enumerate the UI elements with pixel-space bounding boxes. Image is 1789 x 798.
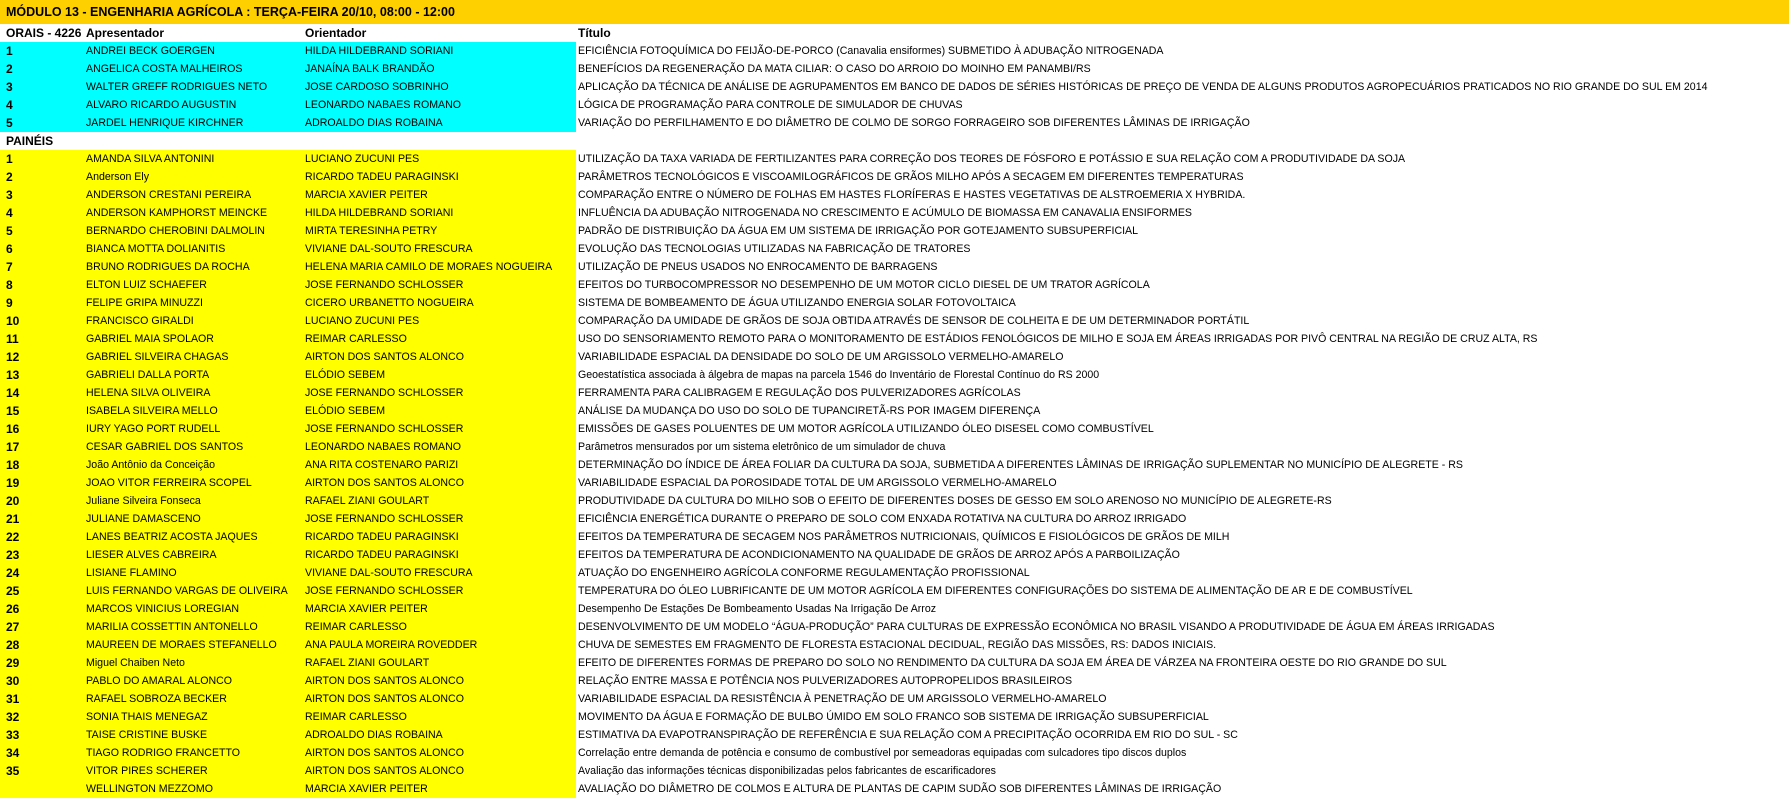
cell-presenter[interactable]: ANDERSON CRESTANI PEREIRA xyxy=(86,189,252,201)
cell-presenter[interactable]: AMANDA SILVA ANTONINI xyxy=(86,153,215,165)
cell-presenter[interactable]: ISABELA SILVEIRA MELLO xyxy=(86,405,218,417)
table-row xyxy=(0,60,1789,78)
cell-number[interactable]: 23 xyxy=(6,548,20,562)
cell-number[interactable]: 26 xyxy=(6,602,20,616)
cell-title[interactable]: VARIAÇÃO DO PERFILHAMENTO E DO DIÂMETRO DE COLMO DE SORGO FORRAGEIRO SOB DIFERENTES LÂMINAS DE IRRIGAÇÃO xyxy=(578,117,1250,129)
cell-title[interactable]: ESTIMATIVA DA EVAPOTRANSPIRAÇÃO DE REFERÊNCIA E SUA RELAÇÃO COM A PRECIPITAÇÃO OCORRIDA EM RIO DO SUL - SC xyxy=(578,729,1238,741)
cell-title[interactable]: SISTEMA DE BOMBEAMENTO DE ÁGUA UTILIZANDO ENERGIA SOLAR FOTOVOLTAICA xyxy=(578,297,1016,309)
cell-presenter[interactable]: TIAGO RODRIGO FRANCETTO xyxy=(86,747,241,759)
table-row xyxy=(0,744,1789,762)
cell-presenter[interactable]: JULIANE DAMASCENO xyxy=(86,513,201,525)
cell-advisor[interactable]: MIRTA TERESINHA PETRY xyxy=(305,225,438,237)
cell-number[interactable]: 24 xyxy=(6,566,20,580)
cell-advisor[interactable]: MARCIA XAVIER PEITER xyxy=(305,603,428,615)
cell-advisor[interactable]: JANAÍNA BALK BRANDÃO xyxy=(305,63,435,75)
table-row xyxy=(0,438,1789,456)
cell-advisor[interactable]: JOSE CARDOSO SOBRINHO xyxy=(305,81,449,93)
cell-advisor[interactable]: AIRTON DOS SANTOS ALONCO xyxy=(305,675,464,687)
cell-advisor[interactable]: VIVIANE DAL-SOUTO FRESCURA xyxy=(305,567,473,579)
cell-number[interactable]: 28 xyxy=(6,638,20,652)
table-row xyxy=(0,510,1789,528)
table-row xyxy=(0,636,1789,654)
cell-number[interactable]: 33 xyxy=(6,728,20,742)
cell-advisor[interactable]: REIMAR CARLESSO xyxy=(305,711,407,723)
cell-presenter[interactable]: Juliane Silveira Fonseca xyxy=(86,495,201,507)
cell-title[interactable]: LÓGICA DE PROGRAMAÇÃO PARA CONTROLE DE SIMULADOR DE CHUVAS xyxy=(578,99,963,111)
cell-presenter[interactable]: ANDERSON KAMPHORST MEINCKE xyxy=(86,207,268,219)
cell-number[interactable]: 15 xyxy=(6,404,20,418)
cell-title[interactable]: EFEITOS DA TEMPERATURA DE SECAGEM NOS PARÂMETROS NUTRICIONAIS, QUÍMICOS E FISIOLÓGICOS DE GRÃOS DE MILH xyxy=(578,531,1230,543)
cell-presenter[interactable]: IURY YAGO PORT RUDELL xyxy=(86,423,221,435)
cell-title[interactable]: CHUVA DE SEMESTES EM FRAGMENTO DE FLORESTA ESTACIONAL DECIDUAL, REGIÃO DAS MISSÕES, RS: DADOS INICIAIS. xyxy=(578,639,1217,651)
cell-advisor[interactable]: CICERO URBANETTO NOGUEIRA xyxy=(305,297,474,309)
table-row xyxy=(0,420,1789,438)
cell-advisor[interactable]: RICARDO TADEU PARAGINSKI xyxy=(305,531,459,543)
cell-advisor[interactable]: ADROALDO DIAS ROBAINA xyxy=(305,729,443,741)
cell-title[interactable]: EFEITO DE DIFERENTES FORMAS DE PREPARO DO SOLO NO RENDIMENTO DA CULTURA DA SOJA EM ÁREA DE VÁRZEA NA FRONTEIRA OESTE DO RIO GRANDE DO SUL xyxy=(578,657,1447,669)
table-row xyxy=(0,312,1789,330)
cell-advisor[interactable]: AIRTON DOS SANTOS ALONCO xyxy=(305,693,464,705)
cell-presenter[interactable]: HELENA SILVA OLIVEIRA xyxy=(86,387,211,399)
cell-number[interactable]: 6 xyxy=(6,242,13,256)
cell-number[interactable]: 2 xyxy=(6,170,13,184)
cell-presenter[interactable]: ELTON LUIZ SCHAEFER xyxy=(86,279,207,291)
table-row xyxy=(0,366,1789,384)
table-row xyxy=(0,690,1789,708)
cell-number[interactable]: 27 xyxy=(6,620,20,634)
cell-advisor[interactable]: JOSE FERNANDO SCHLOSSER xyxy=(305,279,464,291)
cell-title[interactable]: BENEFÍCIOS DA REGENERAÇÃO DA MATA CILIAR: O CASO DO ARROIO DO MOINHO EM PANAMBI/RS xyxy=(578,63,1091,75)
cell-title[interactable]: UTILIZAÇÃO DA TAXA VARIADA DE FERTILIZANTES PARA CORREÇÃO DOS TEORES DE FÓSFORO E POTÁSSIO E SUA RELAÇÃO COM A PRODUTIVIDADE DA SOJA xyxy=(578,153,1406,165)
table-row xyxy=(0,582,1789,600)
table-row xyxy=(0,780,1789,798)
cell-number[interactable]: 31 xyxy=(6,692,20,706)
cell-number[interactable]: 4 xyxy=(6,98,13,112)
header-title[interactable]: Título xyxy=(578,26,611,40)
cell-title[interactable]: VARIABILIDADE ESPACIAL DA RESISTÊNCIA À PENETRAÇÃO DE UM ARGISSOLO VERMELHO-AMARELO xyxy=(578,693,1107,705)
cell-number[interactable]: 29 xyxy=(6,656,20,670)
cell-advisor[interactable]: JOSE FERNANDO SCHLOSSER xyxy=(305,387,464,399)
cell-number[interactable]: 13 xyxy=(6,368,20,382)
cell-presenter[interactable]: Miguel Chaiben Neto xyxy=(86,657,185,669)
cell-advisor[interactable]: AIRTON DOS SANTOS ALONCO xyxy=(305,765,464,777)
cell-presenter[interactable]: FELIPE GRIPA MINUZZI xyxy=(86,297,203,309)
cell-advisor[interactable]: JOSE FERNANDO SCHLOSSER xyxy=(305,423,464,435)
table-row xyxy=(0,600,1789,618)
cell-presenter[interactable]: MARCOS VINICIUS LOREGIAN xyxy=(86,603,240,615)
cell-advisor[interactable]: ADROALDO DIAS ROBAINA xyxy=(305,117,443,129)
module-banner[interactable]: MÓDULO 13 - ENGENHARIA AGRÍCOLA : TERÇA-FEIRA 20/10, 08:00 - 12:00 xyxy=(0,0,1789,24)
table-row xyxy=(0,546,1789,564)
table-row xyxy=(0,78,1789,96)
cell-number[interactable]: 16 xyxy=(6,422,20,436)
cell-advisor[interactable]: RICARDO TADEU PARAGINSKI xyxy=(305,549,459,561)
cell-advisor[interactable]: MARCIA XAVIER PEITER xyxy=(305,189,428,201)
cell-presenter[interactable]: GABRIELI DALLA PORTA xyxy=(86,369,210,381)
cell-advisor[interactable]: ANA PAULA MOREIRA ROVEDDER xyxy=(305,639,478,651)
cell-presenter[interactable]: GABRIEL MAIA SPOLAOR xyxy=(86,333,214,345)
table-row xyxy=(0,348,1789,366)
cell-number[interactable]: 30 xyxy=(6,674,20,688)
cell-advisor[interactable]: REIMAR CARLESSO xyxy=(305,621,407,633)
cell-title[interactable]: Desempenho De Estações De Bombeamento Usadas Na Irrigação De Arroz xyxy=(578,603,937,615)
table-row xyxy=(0,222,1789,240)
cell-title[interactable]: COMPARAÇÃO ENTRE O NÚMERO DE FOLHAS EM HASTES FLORÍFERAS E HASTES VEGETATIVAS DE ALSTROEMERIA X HYBRIDA. xyxy=(578,189,1246,201)
cell-presenter[interactable]: MARILIA COSSETTIN ANTONELLO xyxy=(86,621,258,633)
cell-title[interactable]: EFICIÊNCIA FOTOQUÍMICA DO FEIJÃO-DE-PORCO (Canavalia ensiformes) SUBMETIDO À ADUBAÇÃO NITROGENADA xyxy=(578,45,1164,57)
cell-title[interactable]: PARÂMETROS TECNOLÓGICOS E VISCOAMILOGRÁFICOS DE GRÃOS MILHO APÓS A SECAGEM EM DIFERENTES TEMPERATURAS xyxy=(578,171,1244,183)
cell-advisor[interactable]: MARCIA XAVIER PEITER xyxy=(305,783,428,795)
cell-advisor[interactable]: AIRTON DOS SANTOS ALONCO xyxy=(305,747,464,759)
orais-table xyxy=(0,42,1789,132)
cell-advisor[interactable]: REIMAR CARLESSO xyxy=(305,333,407,345)
cell-title[interactable]: ATUAÇÃO DO ENGENHEIRO AGRÍCOLA CONFORME REGULAMENTAÇÃO PROFISSIONAL xyxy=(578,567,1030,579)
table-row xyxy=(0,240,1789,258)
cell-number[interactable]: 5 xyxy=(6,116,13,130)
cell-advisor[interactable]: LUCIANO ZUCUNI PES xyxy=(305,315,420,327)
cell-number[interactable]: 2 xyxy=(6,62,13,76)
cell-title[interactable]: UTILIZAÇÃO DE PNEUS USADOS NO ENROCAMENTO DE BARRAGENS xyxy=(578,261,938,273)
cell-presenter[interactable]: ANDREI BECK GOERGEN xyxy=(86,45,215,57)
cell-title[interactable]: EFEITOS DO TURBOCOMPRESSOR NO DESEMPENHO DE UM MOTOR CICLO DIESEL DE UM TRATOR AGRÍCOLA xyxy=(578,279,1150,291)
cell-advisor[interactable]: LUCIANO ZUCUNI PES xyxy=(305,153,420,165)
cell-presenter[interactable]: CESAR GABRIEL DOS SANTOS xyxy=(86,441,244,453)
cell-number[interactable]: 17 xyxy=(6,440,20,454)
cell-presenter[interactable]: LUIS FERNANDO VARGAS DE OLIVEIRA xyxy=(86,585,288,597)
cell-advisor[interactable]: HILDA HILDEBRAND SORIANI xyxy=(305,207,454,219)
cell-number[interactable]: 25 xyxy=(6,584,20,598)
table-row xyxy=(0,150,1789,168)
table-row xyxy=(0,294,1789,312)
table-row xyxy=(0,708,1789,726)
cell-advisor[interactable]: JOSE FERNANDO SCHLOSSER xyxy=(305,585,464,597)
cell-presenter[interactable]: LISIANE FLAMINO xyxy=(86,567,177,579)
table-row xyxy=(0,564,1789,582)
cell-title[interactable]: DESENVOLVIMENTO DE UM MODELO “ÁGUA-PRODUÇÃO” PARA CULTURAS DE EXPRESSÃO ECONÔMICA NO BRASIL VISANDO A PRODUTIVIDADE DE ÁGUA EM ÁREAS IRRIGADAS xyxy=(578,621,1495,633)
table-row xyxy=(0,762,1789,780)
cell-number[interactable]: 1 xyxy=(6,44,13,58)
cell-number[interactable]: 32 xyxy=(6,710,20,724)
cell-number[interactable]: 14 xyxy=(6,386,20,400)
paineis-label[interactable]: PAINÉIS xyxy=(6,134,54,148)
cell-presenter[interactable]: WALTER GREFF RODRIGUES NETO xyxy=(86,81,268,93)
cell-number[interactable]: 5 xyxy=(6,224,13,238)
cell-number[interactable]: 34 xyxy=(6,746,20,760)
cell-presenter[interactable]: RAFAEL SOBROZA BECKER xyxy=(86,693,227,705)
table-row xyxy=(0,726,1789,744)
cell-number[interactable]: 22 xyxy=(6,530,20,544)
table-row xyxy=(0,402,1789,420)
cell-title[interactable]: APLICAÇÃO DA TÉCNICA DE ANÁLISE DE AGRUPAMENTOS EM BANCO DE DADOS DE SÉRIES HISTÓRICAS DE PREÇO DE VENDA DE ALGUNS PRODUTOS AGROPECUÁRIOS PRATICADOS NO RIO GRANDE DO SUL EM 2014 xyxy=(578,81,1708,93)
header-session[interactable]: ORAIS - 4226 xyxy=(6,26,82,40)
table-row xyxy=(0,672,1789,690)
cell-presenter[interactable]: BIANCA MOTTA DOLIANITIS xyxy=(86,243,226,255)
cell-number[interactable]: 1 xyxy=(6,152,13,166)
cell-presenter[interactable]: LIESER ALVES CABREIRA xyxy=(86,549,217,561)
cell-title[interactable]: DETERMINAÇÃO DO ÍNDICE DE ÁREA FOLIAR DA CULTURA DA SOJA, SUBMETIDA A DIFERENTES LÂMINAS DE IRRIGAÇÃO SUPLEMENTAR NO MUNICÍPIO DE ALEGRETE - RS xyxy=(578,459,1463,471)
cell-presenter[interactable]: ANGELICA COSTA MALHEIROS xyxy=(86,63,243,75)
cell-number[interactable]: 20 xyxy=(6,494,20,508)
cell-advisor[interactable]: LEONARDO NABAES ROMANO xyxy=(305,441,461,453)
table-row xyxy=(0,456,1789,474)
table-row xyxy=(0,654,1789,672)
cell-title[interactable]: EFEITOS DA TEMPERATURA DE ACONDICIONAMENTO NA QUALIDADE DE GRÃOS DE ARROZ APÓS A PARBOILIZAÇÃO xyxy=(578,549,1180,561)
table-row xyxy=(0,204,1789,222)
cell-advisor[interactable]: VIVIANE DAL-SOUTO FRESCURA xyxy=(305,243,473,255)
cell-title[interactable]: TEMPERATURA DO ÓLEO LUBRIFICANTE DE UM MOTOR AGRÍCOLA EM DIFERENTES CONFIGURAÇÕES DO SISTEMA DE ALIMENTAÇÃO DE AR E DE COMBUSTÍVEL xyxy=(578,585,1413,597)
cell-advisor[interactable]: AIRTON DOS SANTOS ALONCO xyxy=(305,477,464,489)
cell-presenter[interactable]: PABLO DO AMARAL ALONCO xyxy=(86,675,233,687)
cell-advisor[interactable]: LEONARDO NABAES ROMANO xyxy=(305,99,461,111)
cell-number[interactable]: 4 xyxy=(6,206,13,220)
cell-number[interactable]: 10 xyxy=(6,314,20,328)
table-row xyxy=(0,276,1789,294)
table-row xyxy=(0,258,1789,276)
table-row xyxy=(0,330,1789,348)
cell-number[interactable]: 21 xyxy=(6,512,20,526)
paineis-table xyxy=(0,150,1789,798)
cell-advisor[interactable]: ELÓDIO SEBEM xyxy=(305,405,386,417)
table-row xyxy=(0,474,1789,492)
cell-title[interactable]: Geoestatística associada à álgebra de mapas na parcela 1546 do Inventário de Florestal Contínuo do RS 2000 xyxy=(578,369,1100,381)
cell-presenter[interactable]: VITOR PIRES SCHERER xyxy=(86,765,208,777)
cell-title[interactable]: PADRÃO DE DISTRIBUIÇÃO DA ÁGUA EM UM SISTEMA DE IRRIGAÇÃO POR GOTEJAMENTO SUBSUPERFICIAL xyxy=(578,225,1138,237)
cell-title[interactable]: Parâmetros mensurados por um sistema eletrônico de um simulador de chuva xyxy=(578,441,946,453)
table-row xyxy=(0,618,1789,636)
table-row xyxy=(0,42,1789,60)
table-row xyxy=(0,96,1789,114)
cell-presenter[interactable]: Anderson Ely xyxy=(86,171,150,183)
cell-presenter[interactable]: LANES BEATRIZ ACOSTA JAQUES xyxy=(86,531,258,543)
cell-advisor[interactable]: HILDA HILDEBRAND SORIANI xyxy=(305,45,454,57)
header-presenter[interactable]: Apresentador xyxy=(86,26,165,40)
cell-advisor[interactable]: HELENA MARIA CAMILO DE MORAES NOGUEIRA xyxy=(305,261,553,273)
cell-presenter[interactable]: MAUREEN DE MORAES STEFANELLO xyxy=(86,639,277,651)
cell-number[interactable]: 35 xyxy=(6,764,20,778)
cell-presenter[interactable]: WELLINGTON MEZZOMO xyxy=(86,783,213,795)
cell-title[interactable]: VARIABILIDADE ESPACIAL DA DENSIDADE DO SOLO DE UM ARGISSOLO VERMELHO-AMARELO xyxy=(578,351,1064,363)
cell-presenter[interactable]: TAISE CRISTINE BUSKE xyxy=(86,729,208,741)
cell-title[interactable]: PRODUTIVIDADE DA CULTURA DO MILHO SOB O EFEITO DE DIFERENTES DOSES DE GESSO EM SOLO ARENOSO NO MUNICÍPIO DE ALEGRETE-RS xyxy=(578,495,1332,507)
cell-number[interactable]: 18 xyxy=(6,458,20,472)
cell-presenter[interactable]: GABRIEL SILVEIRA CHAGAS xyxy=(86,351,229,363)
cell-presenter[interactable]: JOAO VITOR FERREIRA SCOPEL xyxy=(86,477,252,489)
cell-number[interactable]: 8 xyxy=(6,278,13,292)
cell-number[interactable]: 9 xyxy=(6,296,13,310)
table-row xyxy=(0,384,1789,402)
table-row xyxy=(0,186,1789,204)
cell-title[interactable]: COMPARAÇÃO DA UMIDADE DE GRÃOS DE SOJA OBTIDA ATRAVÉS DE SENSOR DE COLHEITA E DE UM DETERMINADOR PORTÁTIL xyxy=(578,315,1250,327)
cell-title[interactable]: MOVIMENTO DA ÁGUA E FORMAÇÃO DE BULBO ÚMIDO EM SOLO FRANCO SOB SISTEMA DE IRRIGAÇÃO SUBSUPERFICIAL xyxy=(578,711,1209,723)
cell-number[interactable]: 11 xyxy=(6,332,19,346)
cell-advisor[interactable]: RICARDO TADEU PARAGINSKI xyxy=(305,171,459,183)
cell-presenter[interactable]: JARDEL HENRIQUE KIRCHNER xyxy=(86,117,244,129)
cell-advisor[interactable]: ANA RITA COSTENARO PARIZI xyxy=(305,459,459,471)
cell-presenter[interactable]: BERNARDO CHEROBINI DALMOLIN xyxy=(86,225,265,237)
cell-number[interactable]: 7 xyxy=(6,260,13,274)
cell-presenter[interactable]: BRUNO RODRIGUES DA ROCHA xyxy=(86,261,250,273)
cell-title[interactable]: USO DO SENSORIAMENTO REMOTO PARA O MONITORAMENTO DE ESTÁDIOS FENOLÓGICOS DE MILHO E SOJA EM ÁREAS IRRIGADAS POR PIVÔ CENTRAL NA REGIÃO DE CRUZ ALTA, RS xyxy=(578,333,1538,345)
cell-presenter[interactable]: ALVARO RICARDO AUGUSTIN xyxy=(86,99,237,111)
cell-title[interactable]: Avaliação das informações técnicas disponibilizadas pelos fabricantes de escarificadores xyxy=(578,765,996,777)
paineis-section-header xyxy=(0,132,1789,150)
cell-title[interactable]: ANÁLISE DA MUDANÇA DO USO DO SOLO DE TUPANCIRETÃ-RS POR IMAGEM DIFERENÇA xyxy=(578,405,1041,417)
cell-number[interactable]: 12 xyxy=(6,350,20,364)
cell-presenter[interactable]: João Antônio da Conceição xyxy=(86,459,215,471)
cell-title[interactable]: Correlação entre demanda de potência e consumo de combustível por semeadoras equipadas com sulcadores tipo discos duplos xyxy=(578,747,1187,759)
cell-advisor[interactable]: RAFAEL ZIANI GOULART xyxy=(305,495,430,507)
cell-presenter[interactable]: SONIA THAIS MENEGAZ xyxy=(86,711,208,723)
cell-title[interactable]: EVOLUÇÃO DAS TECNOLOGIAS UTILIZADAS NA FABRICAÇÃO DE TRATORES xyxy=(578,243,971,255)
cell-number[interactable]: 3 xyxy=(6,188,13,202)
cell-number[interactable]: 19 xyxy=(6,476,20,490)
cell-title[interactable]: RELAÇÃO ENTRE MASSA E POTÊNCIA NOS PULVERIZADORES AUTOPROPELIDOS BRASILEIROS xyxy=(578,675,1073,687)
cell-title[interactable]: AVALIAÇÃO DO DIÂMETRO DE COLMOS E ALTURA DE PLANTAS DE CAPIM SUDÃO SOB DIFERENTES LÂMINAS DE IRRIGAÇÃO xyxy=(578,783,1222,795)
table-row xyxy=(0,114,1789,132)
cell-title[interactable]: EMISSÕES DE GASES POLUENTES DE UM MOTOR AGRÍCOLA UTILIZANDO ÓLEO DISESEL COMO COMBUSTÍVEL xyxy=(578,423,1154,435)
cell-advisor[interactable]: JOSE FERNANDO SCHLOSSER xyxy=(305,513,464,525)
cell-advisor[interactable]: ELÓDIO SEBEM xyxy=(305,369,386,381)
cell-presenter[interactable]: FRANCISCO GIRALDI xyxy=(86,315,194,327)
cell-number[interactable]: 3 xyxy=(6,80,13,94)
table-row xyxy=(0,492,1789,510)
table-row xyxy=(0,528,1789,546)
cell-advisor[interactable]: AIRTON DOS SANTOS ALONCO xyxy=(305,351,464,363)
header-advisor[interactable]: Orientador xyxy=(305,26,367,40)
table-row xyxy=(0,168,1789,186)
column-header-row xyxy=(0,24,1789,42)
cell-title[interactable]: EFICIÊNCIA ENERGÉTICA DURANTE O PREPARO DE SOLO COM ENXADA ROTATIVA NA CULTURA DO ARROZ IRRIGADO xyxy=(578,513,1187,525)
cell-title[interactable]: INFLUÊNCIA DA ADUBAÇÃO NITROGENADA NO CRESCIMENTO E ACÚMULO DE BIOMASSA EM CANAVALIA ENSIFORMES xyxy=(578,207,1192,219)
cell-title[interactable]: FERRAMENTA PARA CALIBRAGEM E REGULAÇÃO DOS PULVERIZADORES AGRÍCOLAS xyxy=(578,387,1021,399)
cell-advisor[interactable]: RAFAEL ZIANI GOULART xyxy=(305,657,430,669)
cell-title[interactable]: VARIABILIDADE ESPACIAL DA POROSIDADE TOTAL DE UM ARGISSOLO VERMELHO-AMARELO xyxy=(578,477,1057,489)
